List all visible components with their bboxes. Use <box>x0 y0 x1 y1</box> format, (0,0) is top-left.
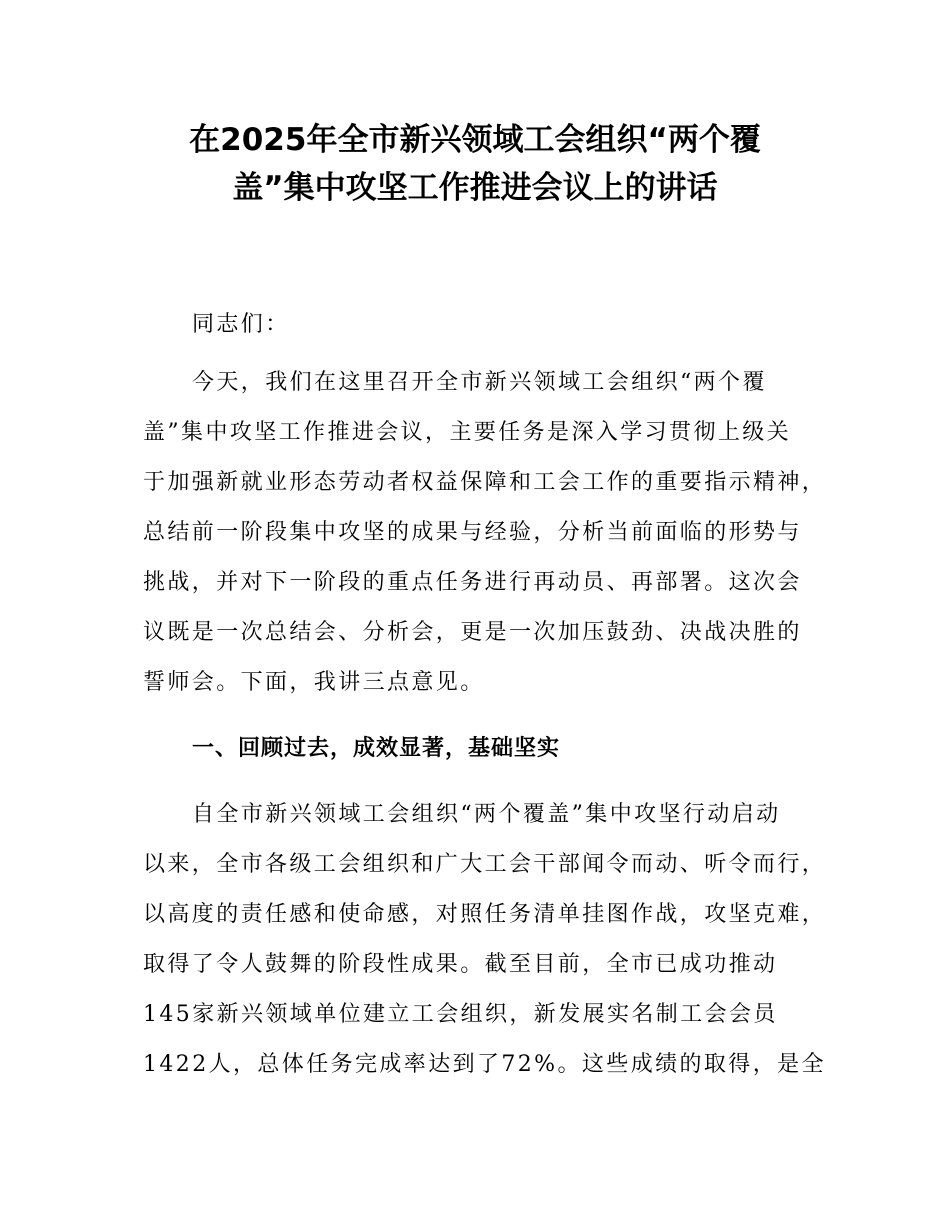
text-line: 誓师会。下面，我讲三点意见。 <box>143 670 485 695</box>
text-line: 议既是一次总结会、分析会，更是一次加压鼓劲、决战决胜的 <box>143 620 802 645</box>
title-line: 盖”集中攻坚工作推进会议上的讲话 <box>232 170 718 206</box>
text-line: 145家新兴领域单位建立工会组织，新发展实名制工会会员 <box>143 1002 778 1027</box>
text-line: 取得了令人鼓舞的阶段性成果。截至目前，全市已成功推动 <box>143 952 778 977</box>
text-line: 盖”集中攻坚工作推进会议，主要任务是深入学习贯彻上级关 <box>143 420 792 445</box>
text-line: 总结前一阶段集中攻坚的成果与经验，分析当前面临的形势与 <box>143 520 802 545</box>
text-line: 于加强新就业形态劳动者权益保障和工会工作的重要指示精神， <box>143 470 827 495</box>
text-line: 挑战，并对下一阶段的重点任务进行再动员、再部署。这次会 <box>143 570 802 595</box>
text-line: 今天，我们在这里召开全市新兴领域工会组织“两个覆 <box>192 370 767 395</box>
text-line: 自全市新兴领域工会组织“两个覆盖”集中攻坚行动启动 <box>192 802 781 827</box>
section-heading: 一、回顾过去，成效显著，基础坚实 <box>192 736 561 761</box>
text-line: 1422人，总体任务完成率达到了72%。这些成绩的取得，是全 <box>143 1052 826 1077</box>
text-line: 以高度的责任感和使命感，对照任务清单挂图作战，攻坚克难， <box>143 902 827 927</box>
text-line: 以来，全市各级工会组织和广大工会干部闻令而动、听令而行， <box>143 852 827 877</box>
title-line: 在2025年全市新兴领域工会组织“两个覆 <box>189 122 761 158</box>
salutation: 同志们： <box>192 312 290 337</box>
